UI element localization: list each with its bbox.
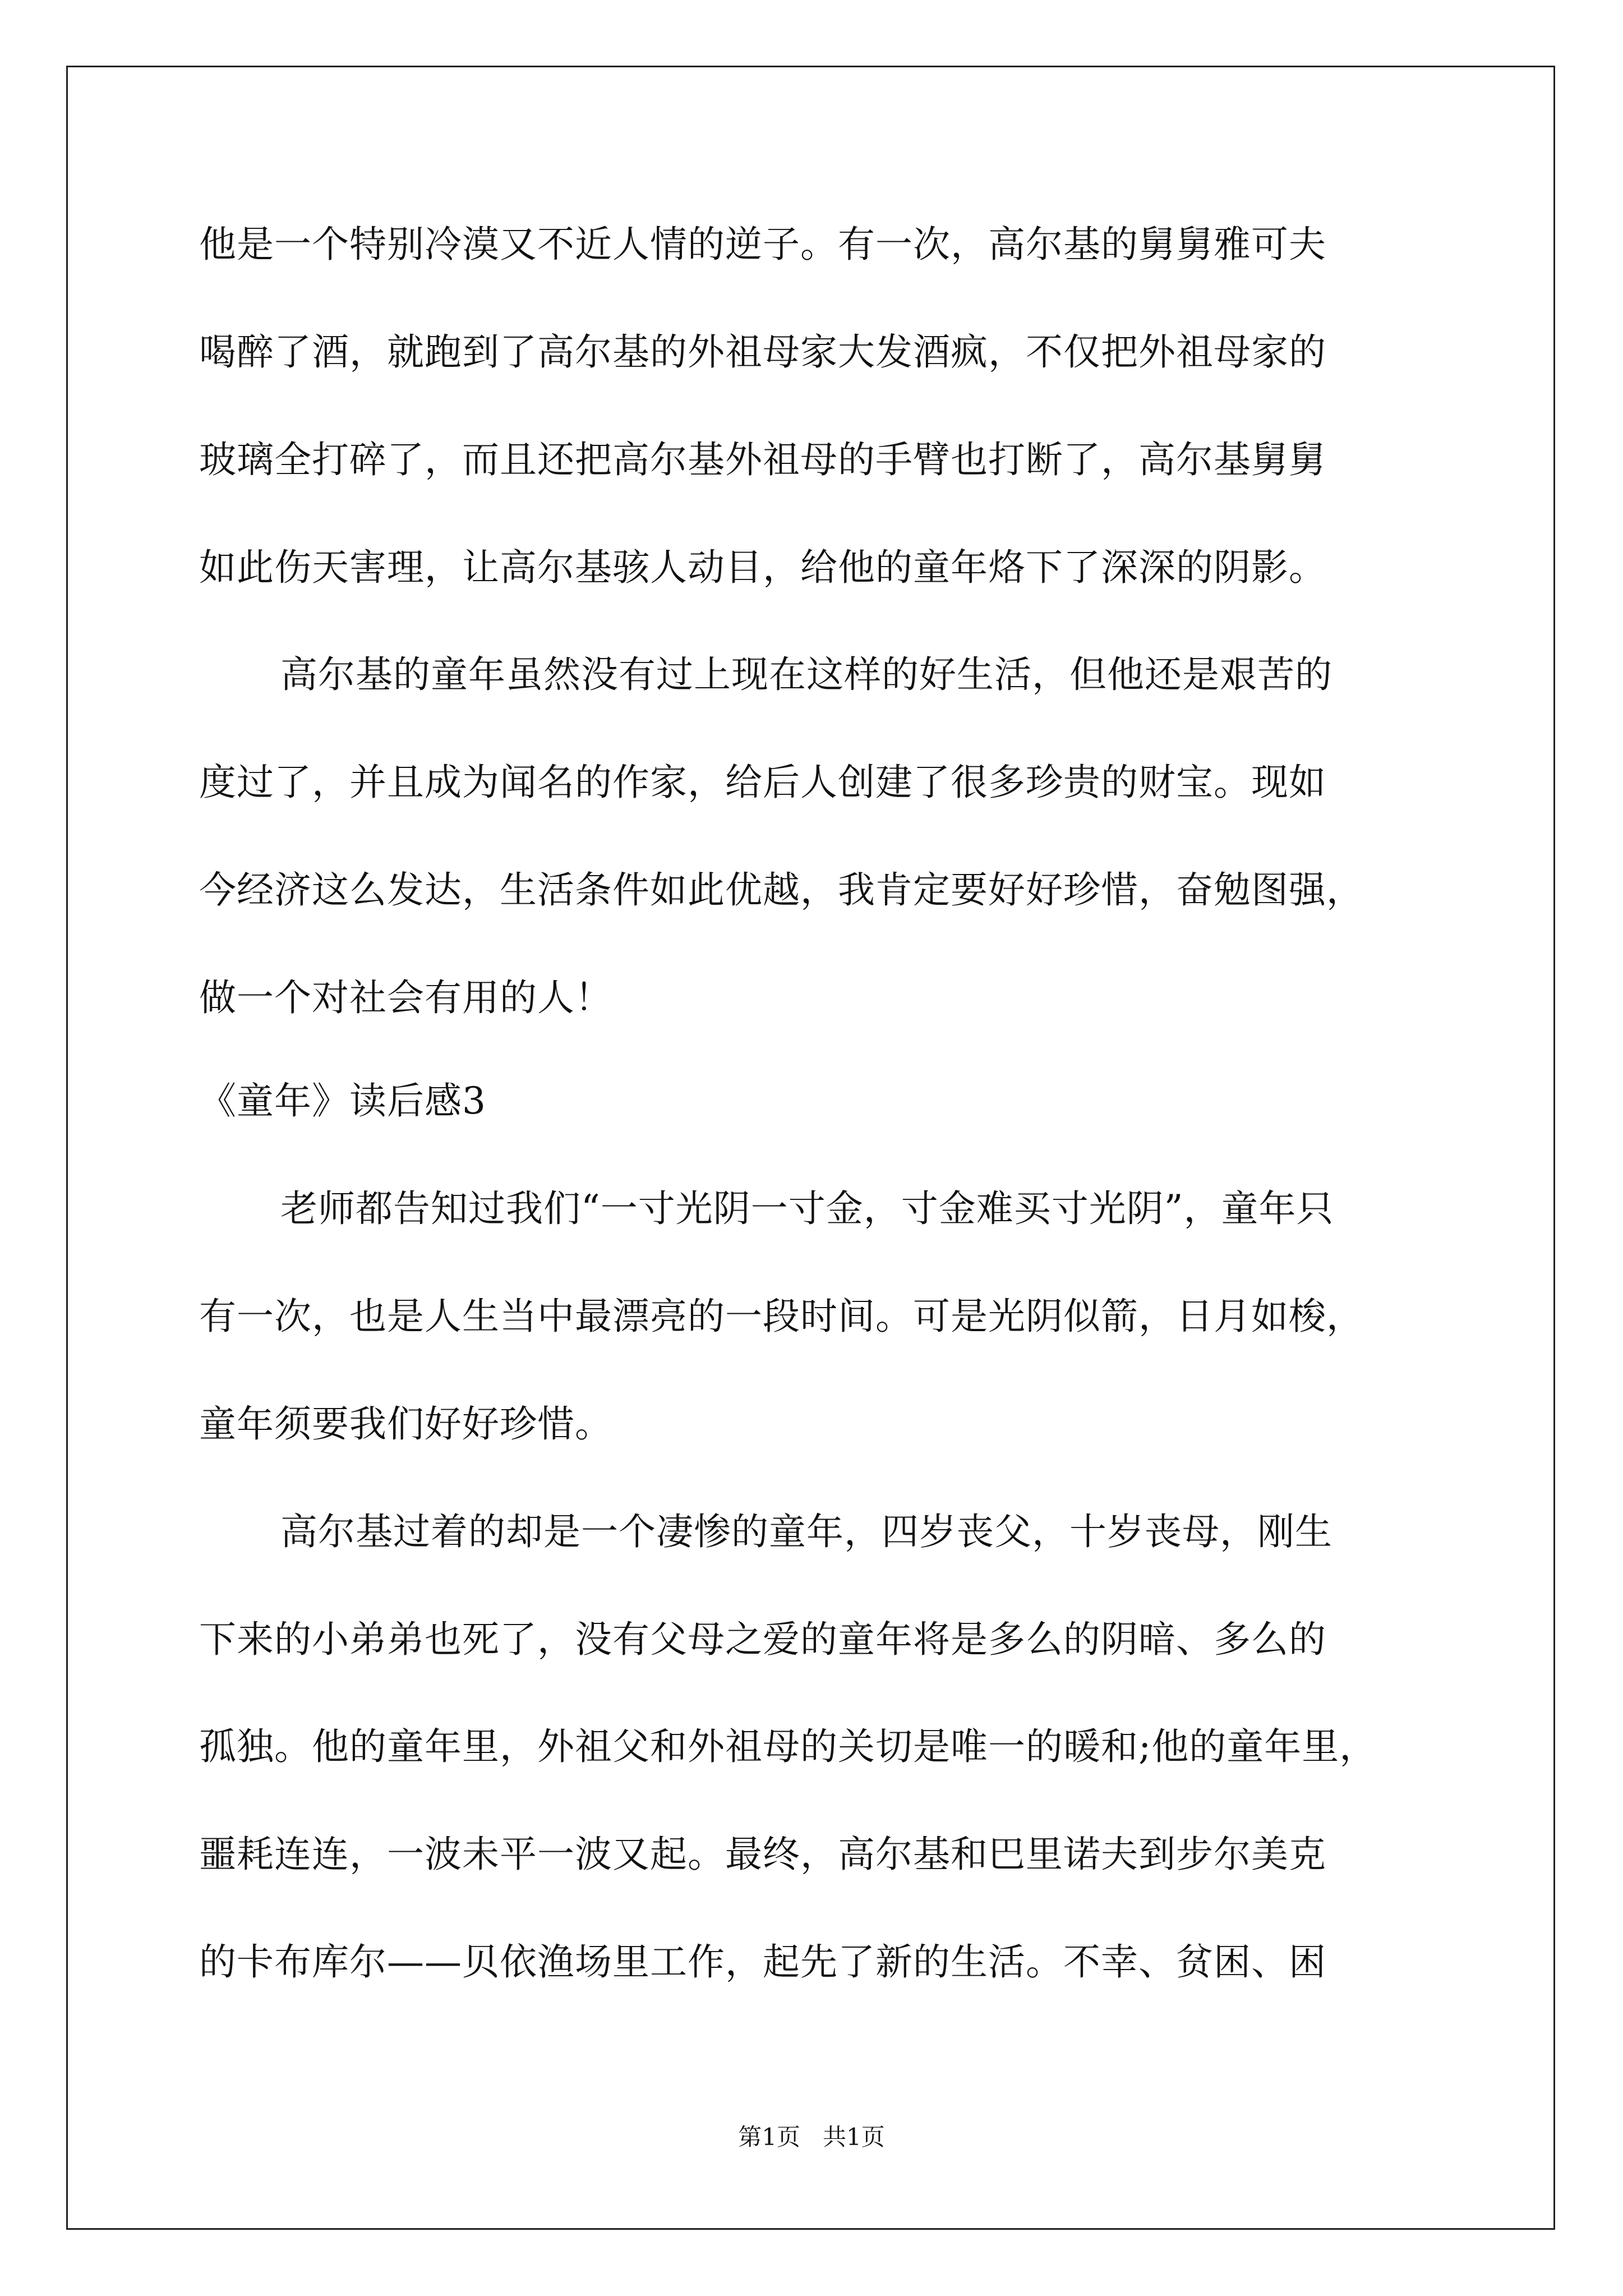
paragraph-4-line-2: 下来的小弟弟也死了，没有父母之爱的童年将是多么的阴暗、多么的 bbox=[199, 1618, 1326, 1661]
paragraph-2-line-2: 度过了，并且成为闻名的作家，给后人创建了很多珍贵的财宝。现如 bbox=[199, 761, 1326, 804]
paragraph-4-line-1: 高尔基过着的却是一个凄惨的童年，四岁丧父，十岁丧母，刚生 bbox=[280, 1510, 1332, 1553]
paragraph-1-line-4: 如此伤天害理，让高尔基骇人动目，给他的童年烙下了深深的阴影。 bbox=[199, 546, 1326, 589]
paragraph-1-line-2: 喝醉了酒，就跑到了高尔基的外祖母家大发酒疯，不仅把外祖母家的 bbox=[199, 330, 1326, 374]
paragraph-2-line-3: 今经济这么发达，生活条件如此优越，我肯定要好好珍惜，奋勉图强， bbox=[199, 868, 1364, 912]
paragraph-1-line-1: 他是一个特别冷漠又不近人情的逆子。有一次，高尔基的舅舅雅可夫 bbox=[199, 223, 1326, 266]
paragraph-4-line-3: 孤独。他的童年里，外祖父和外祖母的关切是唯一的暖和;他的童年里， bbox=[199, 1725, 1377, 1768]
paragraph-1-line-3: 玻璃全打碎了，而且还把高尔基外祖母的手臂也打断了，高尔基舅舅 bbox=[199, 438, 1326, 481]
paragraph-3-line-1: 老师都告知过我们“一寸光阴一寸金，寸金难买寸光阴”，童年只 bbox=[280, 1187, 1334, 1230]
paragraph-2-line-1: 高尔基的童年虽然没有过上现在这样的好生活，但他还是艰苦的 bbox=[280, 653, 1332, 696]
paragraph-3-line-2: 有一次，也是人生当中最漂亮的一段时间。可是光阴似箭，日月如梭， bbox=[199, 1295, 1364, 1338]
paragraph-4-line-5: 的卡布库尔——贝依渔场里工作，起先了新的生活。不幸、贫困、困 bbox=[199, 1940, 1326, 1984]
section-heading: 《童年》读后感3 bbox=[199, 1079, 486, 1122]
page-border bbox=[66, 66, 1555, 2230]
paragraph-2-line-4: 做一个对社会有用的人！ bbox=[199, 976, 612, 1019]
paragraph-4-line-4: 噩耗连连，一波未平一波又起。最终，高尔基和巴里诺夫到步尔美克 bbox=[199, 1833, 1326, 1876]
page-number-footer: 第1页 共1页 bbox=[738, 2123, 885, 2151]
paragraph-3-line-3: 童年须要我们好好珍惜。 bbox=[199, 1402, 612, 1446]
